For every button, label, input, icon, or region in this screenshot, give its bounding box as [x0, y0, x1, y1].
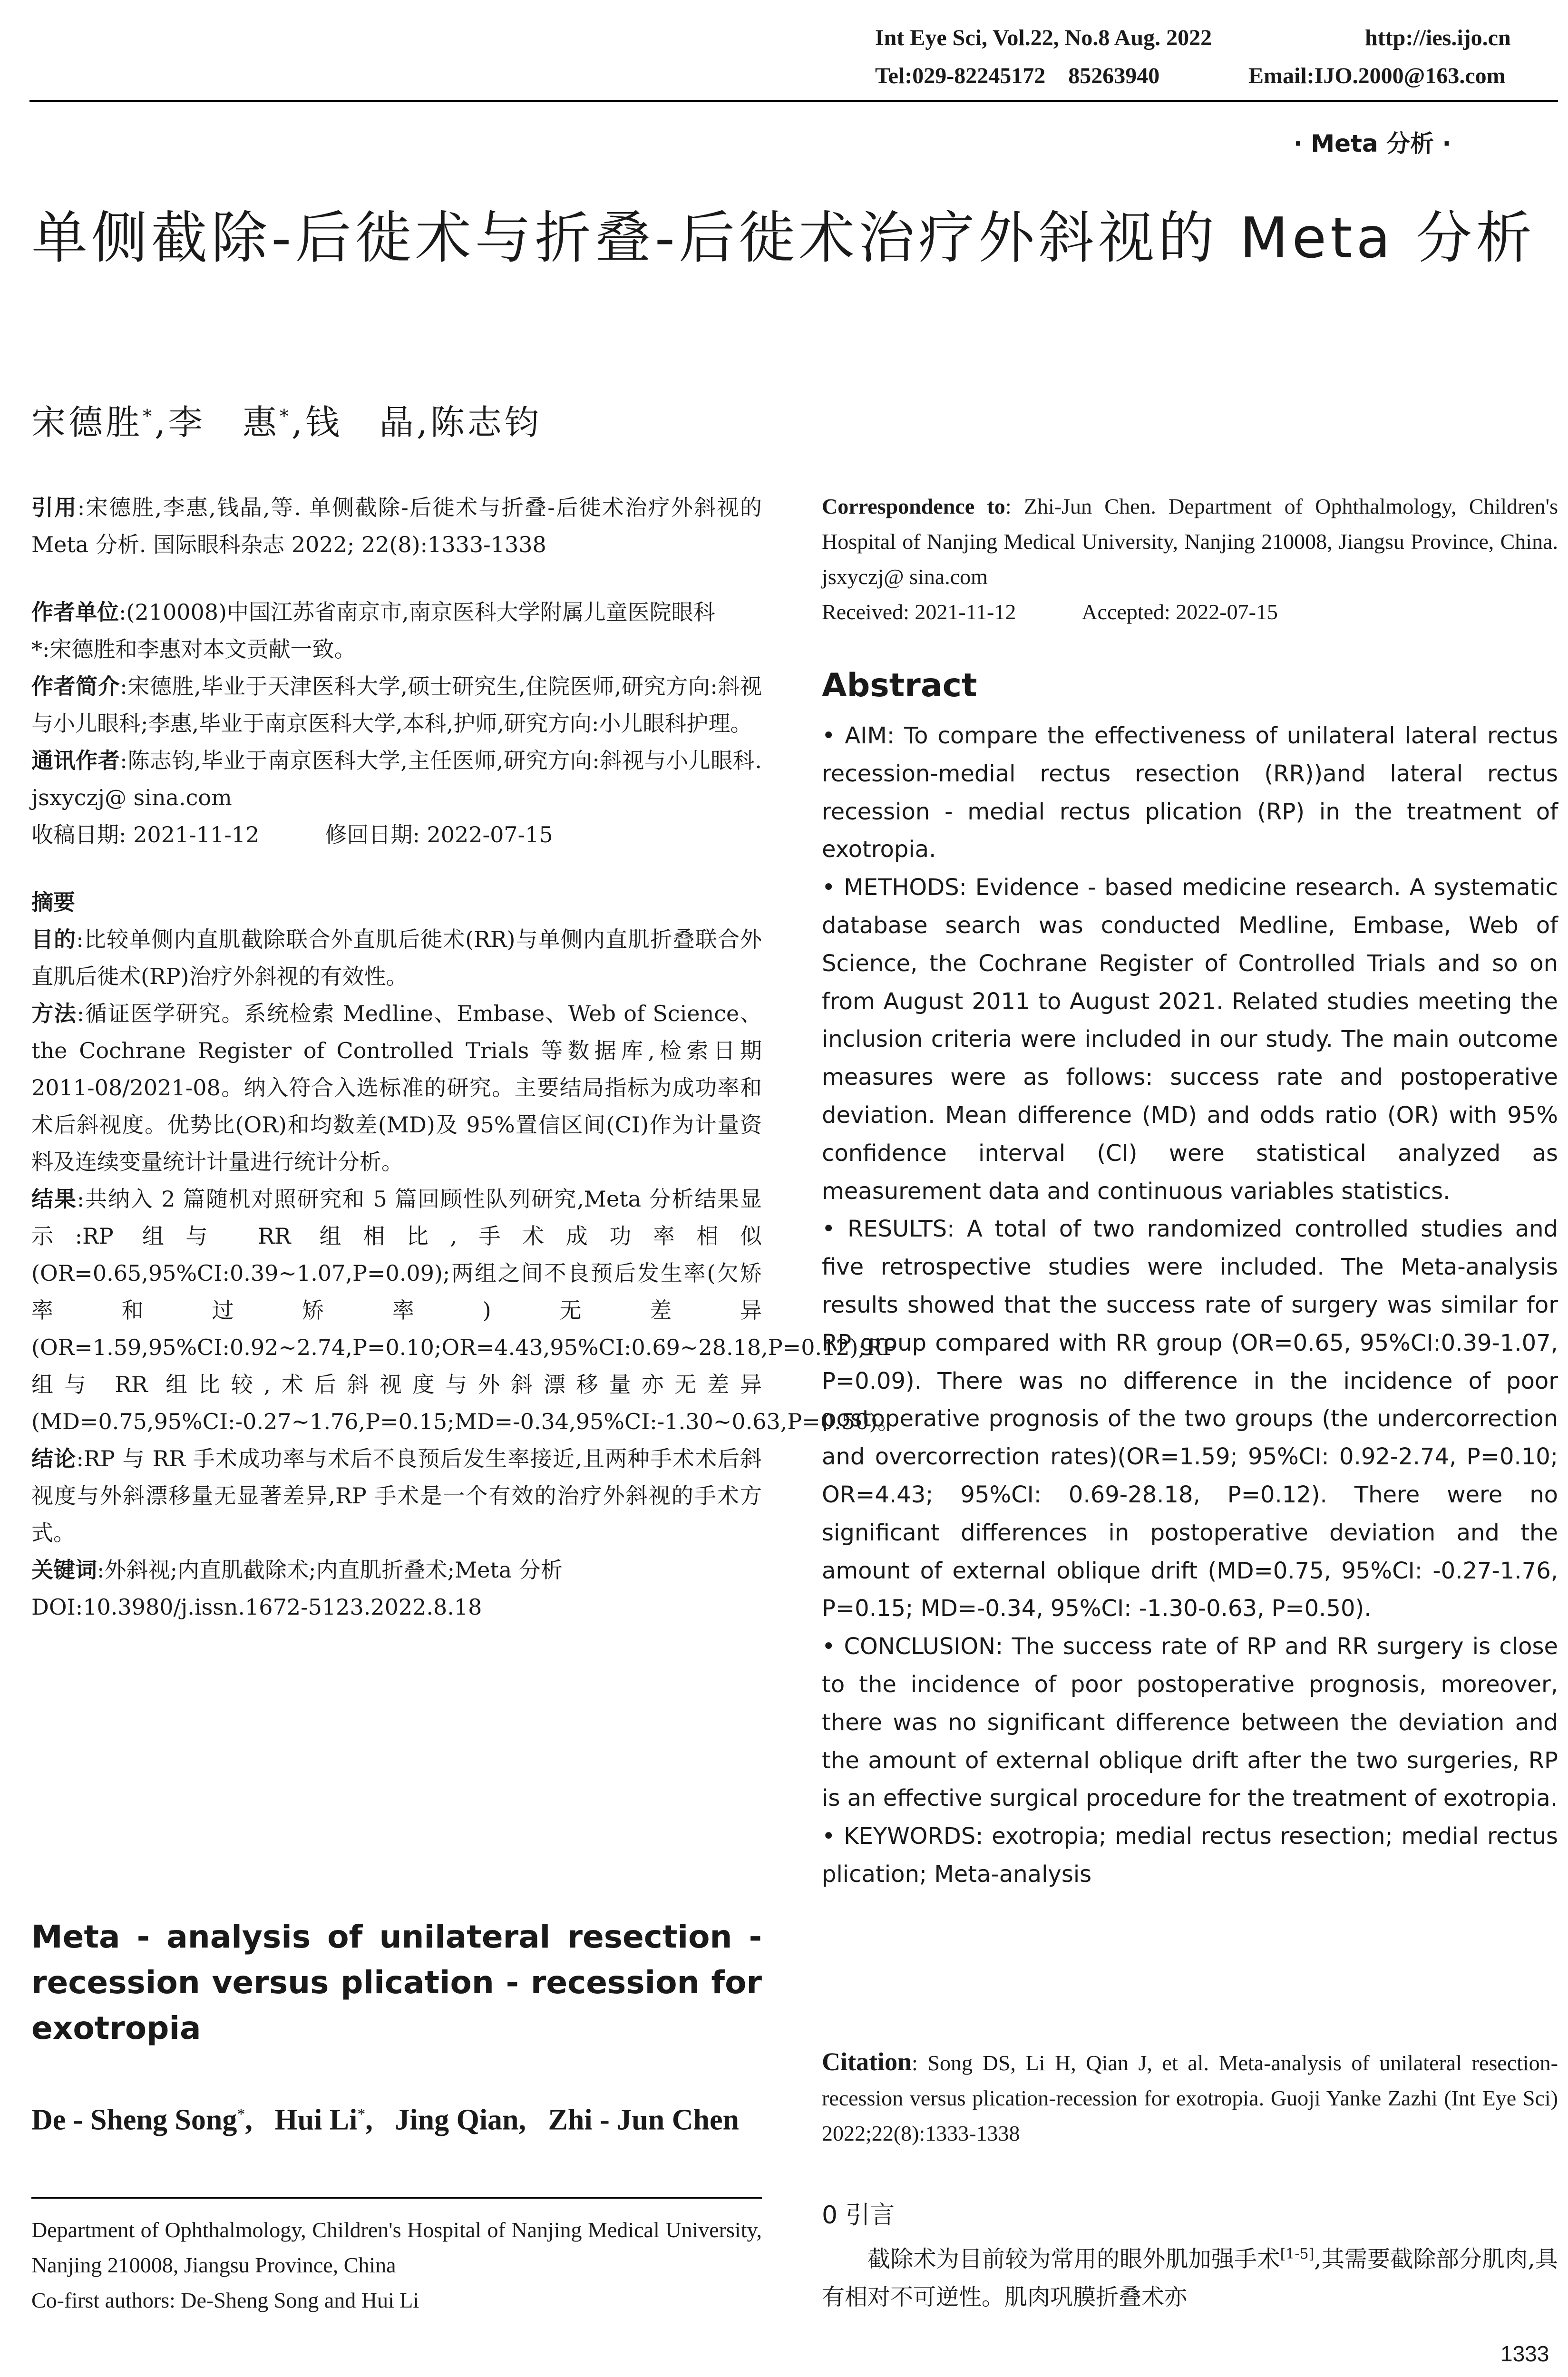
bio-text: :宋德胜,毕业于天津医科大学,硕士研究生,住院医师,研究方向:斜视与小儿眼科;李惠,毕业于南京医科大学,本科,护师,研究方向:小儿眼科护理。	[31, 673, 762, 736]
intro-text-1: 截除术为目前较为常用的眼外肌加强手术	[867, 2246, 1280, 2272]
en-author-2: Hui Li	[274, 2104, 358, 2136]
intro-heading: 0 引言	[822, 2201, 895, 2230]
english-authors: De - Sheng Song*, Hui Li*, Jing Qian, Zhi - Jun Chen	[31, 2104, 739, 2136]
paper-title: 单侧截除-后徙术与折叠-后徙术治疗外斜视的 Meta 分析	[31, 205, 1536, 271]
keywords-en: • KEYWORDS: exotropia; medial rectus resection; medial rectus plication; Meta-analysis	[822, 1823, 1558, 1888]
bio-label: 作者简介	[31, 673, 120, 699]
intro-text-2: ,其需要截除部分肌肉,具有相对不可逆性。肌肉巩膜折叠术亦	[822, 2246, 1558, 2310]
affiliation-text: Department of Ophthalmology, Children's Hospital of Nanjing Medical University, Nanjing 210008, Jiangsu Province, China	[31, 2218, 762, 2277]
intro-paragraph	[822, 2235, 1558, 2316]
keywords-cn	[31, 1551, 762, 1588]
cofirst-mark: *	[279, 406, 292, 427]
received-dates-en: Received: 2021-11-12 Accepted: 2022-07-15	[822, 600, 1278, 624]
aim-text: :比较单侧内直肌截除联合外直肌后徙术(RR)与单侧内直肌折叠联合外直肌后徙术(RP)治疗外斜视的有效性。	[31, 926, 762, 989]
section-tag: · Meta 分析 ·	[1294, 130, 1451, 157]
doi: DOI:10.3980/j.issn.1672-5123.2022.8.18	[31, 1594, 482, 1620]
results-cn	[31, 1180, 900, 1440]
results-text: :共纳入 2 篇随机对照研究和 5 篇回顾性队列研究,Meta 分析结果显示:RP 组与 RR 组相比,手术成功率相似(OR=0.65,95%CI:0.39~1.07,P=0.09);两组之间不良预后发生率(欠矫率和过矫率)无差异(OR=1.59,95%CI:0.92~2.74,P=0.10;OR=4.43,95%CI:0.69~28.18,P=0.12);RP 组与 RR 组比较,术后斜视度与外斜漂移量亦无差异(MD=0.75,95%CI:-0.27~1.76,P=0.15;MD=-0.34,95%CI:-1.30~0.63,P=0.50)。	[31, 1186, 900, 1434]
unit-label: 作者单位	[31, 599, 119, 625]
aim-cn	[31, 921, 762, 995]
unit-text: :(210008)中国江苏省南京市,南京医科大学附属儿童医院眼科	[119, 599, 715, 625]
aim-en: • AIM: To compare the effectiveness of unilateral lateral rectus recession-medial rectus resection (RR))and lateral rectus recession - medial rectus plication (RP) in the treatment of exotropia.	[822, 722, 1558, 863]
received-dates-cn: 收稿日期: 2021-11-12 修回日期: 2022-07-15	[31, 822, 553, 848]
results-label: 结果	[31, 1186, 77, 1212]
aim-label: 目的	[31, 926, 77, 952]
conclusion-cn	[31, 1440, 762, 1551]
author-1: 宋德胜	[31, 402, 143, 442]
cofirst-mark: *	[143, 406, 155, 427]
citation-label: 引用	[31, 495, 78, 520]
journal-header: Int Eye Sci, Vol.22, No.8 Aug. 2022	[875, 25, 1212, 50]
conclusion-text: :RP 与 RR 手术成功率与术后不良预后发生率接近,且两种手术术后斜视度与外斜漂移量无显著差异,RP 手术是一个有效的治疗外斜视的手术方式。	[31, 1446, 762, 1546]
authors-cn	[31, 395, 542, 444]
en-author-4: Zhi - Jun Chen	[548, 2104, 739, 2136]
abstract-en	[822, 717, 1558, 1894]
cofirst-mark: *	[357, 2105, 366, 2123]
keywords-label: 关键词	[31, 1557, 97, 1583]
english-affiliation	[31, 2212, 762, 2318]
citation-en	[822, 2044, 1558, 2151]
cofirst-mark: *	[237, 2105, 245, 2123]
citation-cn	[31, 489, 762, 563]
cofirst-text: Co-first authors: De-Sheng Song and Hui Li	[31, 2288, 419, 2312]
corresponding-author	[31, 742, 762, 816]
methods-text: :循证医学研究。系统检索 Medline、Embase、Web of Science、the Cochrane Register of Controlled Trials 等数据库,检索日期 2011-08/2021-08。纳入符合入选标准的研究。主要结局指标为成功率和术后斜视度。优势比(OR)和均数差(MD)及 95%置信区间(CI)作为计量资料及连续变量统计计量进行统计分析。	[31, 1001, 762, 1175]
citation-en-label: Citation	[822, 2047, 912, 2076]
author-bio	[31, 668, 762, 742]
conclusion-en: • CONCLUSION: The success rate of RP and RR surgery is close to the incidence of poor postoperative prognosis, moreover, there was no significant difference between the deviation and the amount of external oblique drift after the two surgeries, RP is an effective surgical procedure for the treatment of exotropia.	[822, 1633, 1558, 1812]
corr-en-text: : Zhi-Jun Chen. Department of Ophthalmology, Children's Hospital of Nanjing Medical University, Nanjing 210008, Jiangsu Province, China. jsxyczj@ sina.com	[822, 494, 1558, 589]
citation-en-text: : Song DS, Li H, Qian J, et al. Meta-analysis of unilateral resection-recession versus plication-recession for exotropia. Guoji Yanke Zazhi (Int Eye Sci) 2022;22(8):1333-1338	[822, 2051, 1558, 2145]
cofirst-note: *:宋德胜和李惠对本文贡献一致。	[31, 636, 356, 662]
corr-label: 通讯作者	[31, 748, 120, 773]
author-3: 钱 晶	[305, 402, 417, 442]
author-2: 李 惠	[168, 402, 280, 442]
methods-label: 方法	[31, 1001, 77, 1026]
en-author-3: Jing Qian	[395, 2104, 519, 2136]
results-en: • RESULTS: A total of two randomized controlled studies and five retrospective studies were included. The Meta-analysis results showed that the success rate of surgery was similar for RP group compared with RR group (OR=0.65, 95%CI:0.39-1.07, P=0.09). There was no difference in the incidence of poor postoperative prognosis of the two groups (the undercorrection and overcorrection rates)(OR=1.59; 95%CI: 0.92-2.74, P=0.10; OR=4.43; 95%CI: 0.69-28.18, P=0.12). There were no significant differences in postoperative deviation and the amount of external oblique drift (MD=0.75, 95%CI: -0.27-1.76, P=0.15; MD=-0.34, 95%CI: -1.30-0.63, P=0.50).	[822, 1216, 1558, 1622]
english-title: Meta - analysis of unilateral resection - recession versus plication - recession for exotropia	[31, 1919, 762, 2046]
abstract-head-cn: 摘要	[31, 889, 75, 915]
citation-text: :宋德胜,李惠,钱晶,等. 单侧截除-后徙术与折叠-后徙术治疗外斜视的 Meta 分析. 国际眼科杂志 2022; 22(8):1333-1338	[31, 495, 762, 557]
separator: ,	[155, 402, 168, 442]
journal-tel: Tel:029-82245172 85263940	[875, 63, 1160, 88]
abstract-head-en: Abstract	[822, 667, 977, 704]
correspondence-en	[822, 489, 1558, 630]
corr-text: :陈志钧,毕业于南京医科大学,主任医师,研究方向:斜视与小儿眼科. jsxyczj@ sina.com	[31, 748, 762, 810]
corr-en-label: Correspondence to	[822, 494, 1005, 518]
methods-cn	[31, 995, 762, 1180]
page-number: 1333	[1500, 2341, 1549, 2366]
affil-rule	[31, 2197, 762, 2199]
intro-ref: [1-5]	[1280, 2246, 1315, 2262]
author-unit	[31, 594, 762, 631]
header-rule	[29, 100, 1558, 102]
journal-email: Email:IJO.2000@163.com	[1248, 63, 1506, 88]
conclusion-label: 结论	[31, 1446, 77, 1471]
separator: ,	[416, 402, 430, 442]
en-author-1: De - Sheng Song	[31, 2104, 237, 2136]
journal-url: http://ies.ijo.cn	[1365, 25, 1511, 50]
keywords-text: :外斜视;内直肌截除术;内直肌折叠术;Meta 分析	[97, 1557, 563, 1583]
methods-en: • METHODS: Evidence - based medicine research. A systematic database search was conducted Medline, Embase, Web of Science, the Cochrane Register of Controlled Trials and so on from August 2011 to August 2021. Related studies meeting the inclusion criteria were included in our study. The main outcome measures were as follows: success rate and postoperative deviation. Mean difference (MD) and odds ratio (OR) with 95% confidence interval (CI) were statistical analyzed as measurement data and continuous variables statistics.	[822, 874, 1558, 1205]
author-4: 陈志钧	[430, 402, 542, 442]
separator: ,	[291, 402, 305, 442]
